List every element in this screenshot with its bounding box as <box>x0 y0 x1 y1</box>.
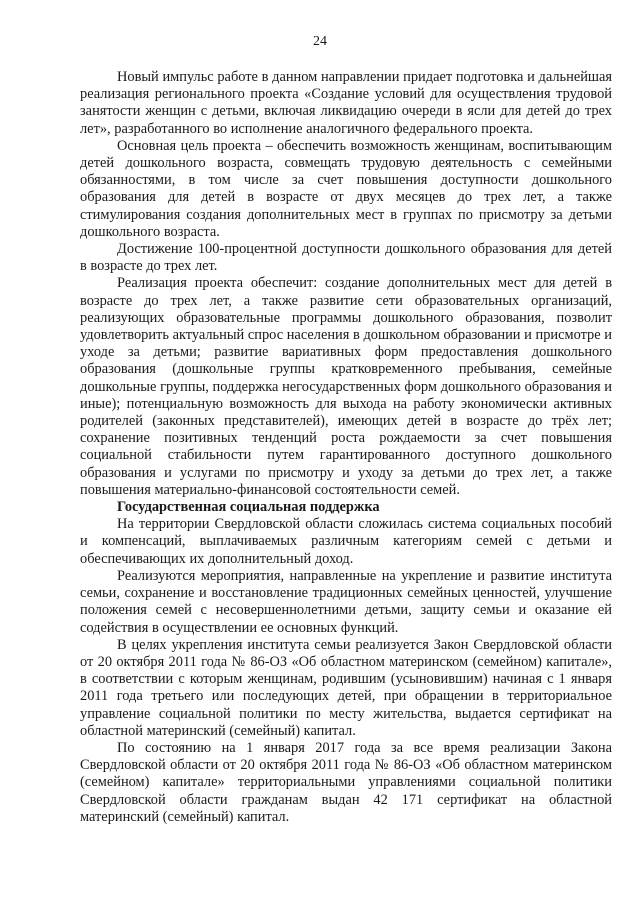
section-heading: Государственная социальная поддержка <box>117 499 380 516</box>
paragraph: По состоянию на 1 января 2017 года за все время реализации Закона Свердловской области от 20 октября 2011 года № 86-ОЗ «Об областном материнском (семейном) капитале» территориальными управлениями социальной политики Свердловской области гражданам выдан 42 171 сертификат на областной материнский (семейный) капитал. <box>80 739 612 825</box>
paragraph: В целях укрепления института семьи реализуется Закон Свердловской области от 20 октября 2011 года № 86-ОЗ «Об областном материнском (семейном) капитале», в соответствии с которым женщинам, родившим (усыновившим) начиная с 1 января 2011 года третьего или последующих детей, при обращении в территориальное управление социальной политики по месту жительства, выдается сертификат на областной материнский (семейный) капитал. <box>80 636 612 739</box>
paragraph: Новый импульс работе в данном направлении придает подготовка и дальнейшая реализация регионального проекта «Создание условий для осуществления трудовой занятости женщин с детьми, включая ликвидацию очереди в ясли для детей до трех лет», разработанного во исполнение аналогичного федерального проекта. <box>80 69 612 137</box>
paragraph: Реализуются мероприятия, направленные на укрепление и развитие института семьи, сохранение и восстановление традиционных семейных ценностей, улучшение положения семей с несовершеннолетними детьми, защиту семьи и оказание ей содействия в осуществлении ее основных функций. <box>80 567 612 636</box>
paragraph: На территории Свердловской области сложилась система социальных пособий и компенсаций, выплачиваемых различным категориям семей с детьми и обеспечивающих их дополнительный доход. <box>80 516 612 567</box>
paragraph: Основная цель проекта – обеспечить возможность женщинам, воспитывающим детей дошкольного возраста, совмещать трудовую деятельность с семейными обязанностями, в том числе за счет повышения доступности дошкольного образования для детей в возрасте от двух месяцев до трех лет, а также стимулирования создания дополнительных мест в группах по присмотру за детьми дошкольного возраста. <box>80 137 612 240</box>
paragraph: Достижение 100-процентной доступности дошкольного образования для детей в возрасте до трех лет. <box>80 241 612 275</box>
page-number: 24 <box>313 34 327 49</box>
document-body <box>80 69 612 826</box>
paragraph: Реализация проекта обеспечит: создание дополнительных мест для детей в возрасте до трех лет, а также развитие сети образовательных организаций, реализующих образовательные программы дошкольного образования, позволит удовлетворить актуальный спрос населения в дошкольном образовании и присмотре и уходе за детьми; развитие вариативных форм предоставления дошкольного образования (дошкольные группы кратковременного пребывания, семейные дошкольные группы, поддержка негосударственных форм дошкольного образования и иные); потенциальную возможность для выхода на работу экономически активных родителей (законных представителей), имеющих детей в возрасте до трёх лет; сохранение позитивных тенденций роста рождаемости за счет повышения социальной стабильности путем гарантированного доступного дошкольного образования и услугами по присмотру и уходу за детьми до трех лет, а также повышения материально-финансовой состоятельности семей. <box>80 275 612 498</box>
